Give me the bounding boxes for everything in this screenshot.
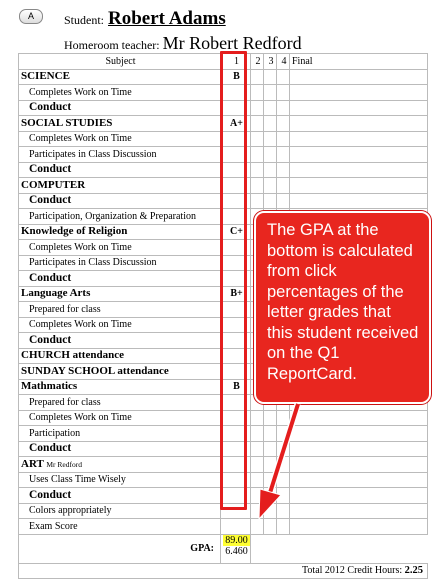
- row-label: Participation, Organization & Preparation: [19, 209, 221, 225]
- gpa-percent: 89.00: [223, 535, 250, 546]
- q3-grade: [264, 147, 277, 163]
- final-grade: [290, 441, 428, 457]
- q1-grade: C+: [221, 224, 251, 240]
- row-label: Conduct: [19, 100, 221, 116]
- final-grade: [290, 100, 428, 116]
- row-label: Mathmatics: [19, 379, 221, 395]
- gpa-label: GPA:: [19, 534, 221, 563]
- teacher-header: [64, 33, 302, 54]
- gpa-value: [221, 534, 251, 563]
- q2-grade: [251, 100, 264, 116]
- q4-grade: [277, 100, 290, 116]
- row-label: SCIENCE: [19, 69, 221, 85]
- q4-grade: [277, 426, 290, 442]
- final-grade: [290, 519, 428, 535]
- row-label: Participates in Class Discussion: [19, 255, 221, 271]
- header-q1: 1: [221, 54, 251, 70]
- q2-grade: [251, 69, 264, 85]
- q4-grade: [277, 116, 290, 132]
- student-label: Student:: [64, 13, 105, 27]
- q4-grade: [277, 162, 290, 178]
- final-grade: [290, 178, 428, 194]
- final-grade: [290, 69, 428, 85]
- credit-row: [19, 563, 428, 579]
- student-header: [64, 8, 226, 30]
- q3-grade: [264, 131, 277, 147]
- row-label: Completes Work on Time: [19, 85, 221, 101]
- q4-grade: [277, 488, 290, 504]
- q4-grade: [277, 85, 290, 101]
- final-grade: [290, 116, 428, 132]
- q4-grade: [277, 193, 290, 209]
- annotation-callout: [254, 211, 431, 404]
- header-final: Final: [290, 54, 428, 70]
- q4-grade: [277, 457, 290, 473]
- row-label: Uses Class Time Wisely: [19, 472, 221, 488]
- q2-grade: [251, 457, 264, 473]
- q3-grade: [264, 426, 277, 442]
- row-label: Conduct: [19, 441, 221, 457]
- toggle-button[interactable]: A: [19, 9, 43, 24]
- q3-grade: [264, 503, 277, 519]
- final-grade: [290, 457, 428, 473]
- row-label: Prepared for class: [19, 302, 221, 318]
- row-label: Conduct: [19, 271, 221, 287]
- final-grade: [290, 472, 428, 488]
- q4-grade: [277, 472, 290, 488]
- student-name: Robert Adams: [108, 8, 226, 29]
- q1-grade: B: [221, 379, 251, 395]
- row-label: Participates in Class Discussion: [19, 147, 221, 163]
- row-label: Completes Work on Time: [19, 410, 221, 426]
- q2-grade: [251, 410, 264, 426]
- q1-grade: A+: [221, 116, 251, 132]
- q1-column-highlight: [220, 51, 247, 510]
- gpa-points: 6.460: [225, 545, 248, 557]
- table-row: [19, 519, 428, 535]
- row-label: Completes Work on Time: [19, 240, 221, 256]
- row-label: SOCIAL STUDIES: [19, 116, 221, 132]
- row-label: SUNDAY SCHOOL attendance: [19, 364, 221, 380]
- q4-grade: [277, 147, 290, 163]
- q4-grade: [277, 410, 290, 426]
- header-q2: 2: [251, 54, 264, 70]
- q3-grade: [264, 69, 277, 85]
- q2-grade: [251, 131, 264, 147]
- row-label: Knowledge of Religion: [19, 224, 221, 240]
- q4-grade: [277, 441, 290, 457]
- q3-grade: [264, 178, 277, 194]
- q1-grade: [221, 519, 251, 535]
- credit-hours: Total 2012 Credit Hours: 2.25: [19, 563, 428, 579]
- row-note: Mr Redford: [46, 459, 83, 469]
- q3-grade: [264, 441, 277, 457]
- row-label: COMPUTER: [19, 178, 221, 194]
- q3-grade: [264, 519, 277, 535]
- q3-grade: [264, 116, 277, 132]
- gpa-row: [19, 534, 428, 563]
- q4-grade: [277, 131, 290, 147]
- q4-grade: [277, 519, 290, 535]
- q4-grade: [277, 503, 290, 519]
- row-label: CHURCH attendance: [19, 348, 221, 364]
- q2-grade: [251, 441, 264, 457]
- final-grade: [290, 503, 428, 519]
- q2-grade: [251, 116, 264, 132]
- q2-grade: [251, 147, 264, 163]
- teacher-label: Homeroom teacher:: [64, 38, 160, 52]
- q1-grade: B+: [221, 286, 251, 302]
- row-label: Completes Work on Time: [19, 317, 221, 333]
- final-grade: [290, 410, 428, 426]
- final-grade: [290, 131, 428, 147]
- q2-grade: [251, 472, 264, 488]
- final-grade: [290, 488, 428, 504]
- final-grade: [290, 162, 428, 178]
- q3-grade: [264, 410, 277, 426]
- credit-value: 2.25: [404, 565, 423, 577]
- header-q4: 4: [277, 54, 290, 70]
- row-label: Exam Score: [19, 519, 221, 535]
- q2-grade: [251, 488, 264, 504]
- row-label: Conduct: [19, 193, 221, 209]
- q4-grade: [277, 178, 290, 194]
- q4-grade: [277, 69, 290, 85]
- q2-grade: [251, 503, 264, 519]
- final-grade: [290, 147, 428, 163]
- callout-text: The GPA at the bottom is calculated from click percentages of the letter grades that this student received on the Q1 ReportCard.: [267, 221, 419, 383]
- final-grade: [290, 193, 428, 209]
- row-label: Colors appropriately: [19, 503, 221, 519]
- row-label: Conduct: [19, 162, 221, 178]
- row-label: ART Mr Redford: [19, 457, 221, 473]
- q2-grade: [251, 162, 264, 178]
- q2-grade: [251, 426, 264, 442]
- q3-grade: [264, 85, 277, 101]
- q3-grade: [264, 457, 277, 473]
- q3-grade: [264, 488, 277, 504]
- row-label: Language Arts: [19, 286, 221, 302]
- q3-grade: [264, 193, 277, 209]
- row-label: Participation: [19, 426, 221, 442]
- header-subject: Subject: [19, 54, 221, 70]
- header-q3: 3: [264, 54, 277, 70]
- q2-grade: [251, 193, 264, 209]
- row-label: Completes Work on Time: [19, 131, 221, 147]
- row-label: Prepared for class: [19, 395, 221, 411]
- teacher-name: Mr Robert Redford: [162, 33, 302, 53]
- q2-grade: [251, 178, 264, 194]
- q2-grade: [251, 519, 264, 535]
- q3-grade: [264, 162, 277, 178]
- q3-grade: [264, 472, 277, 488]
- q2-grade: [251, 85, 264, 101]
- final-grade: [290, 426, 428, 442]
- row-label: Conduct: [19, 333, 221, 349]
- row-label: Conduct: [19, 488, 221, 504]
- q1-grade: B: [221, 69, 251, 85]
- q3-grade: [264, 100, 277, 116]
- final-grade: [290, 85, 428, 101]
